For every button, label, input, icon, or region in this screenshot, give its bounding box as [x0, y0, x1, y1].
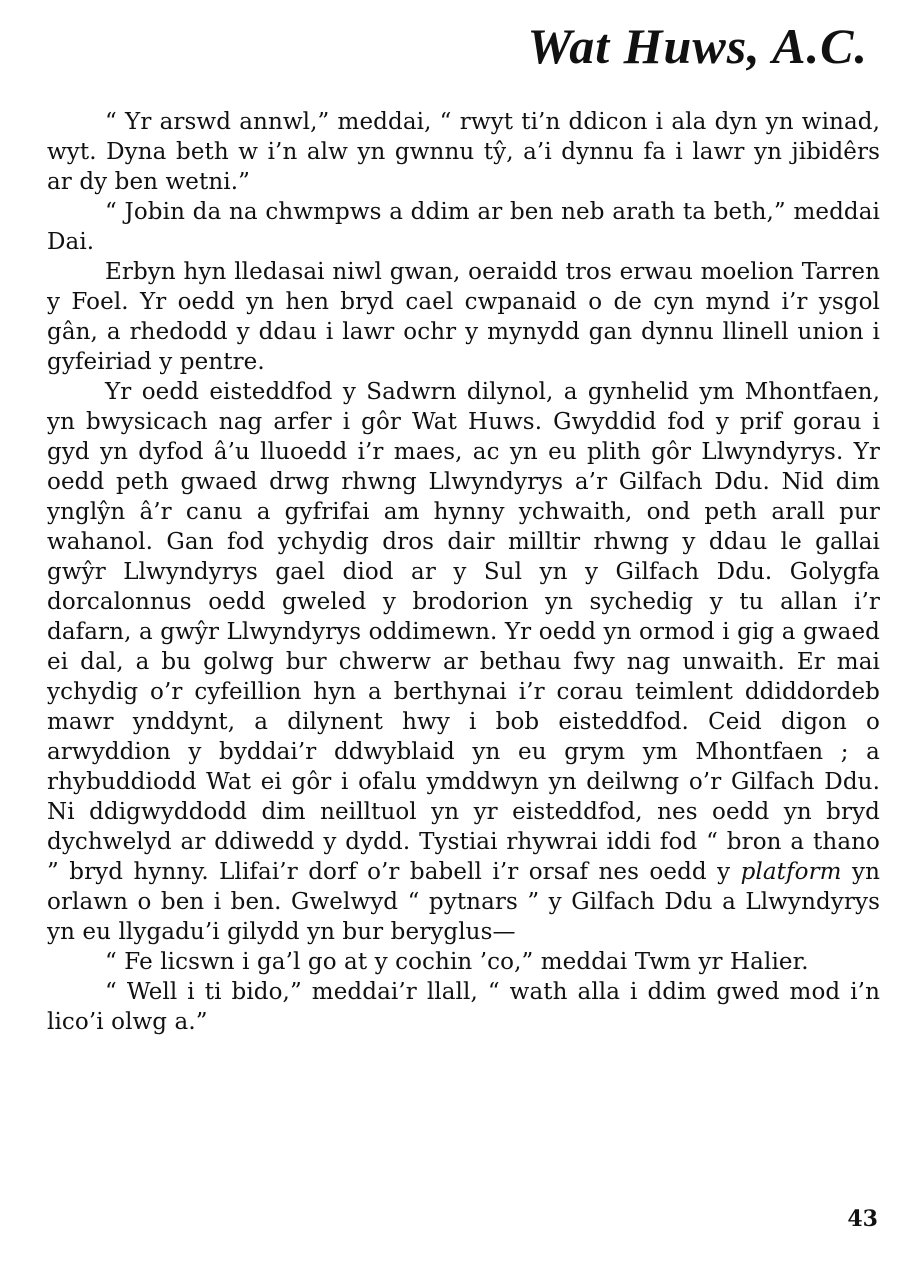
paragraph-2: “ Jobin da na chwmpws a ddim ar ben neb arath ta beth,” meddai Dai.	[47, 199, 880, 255]
paragraph-4-text-b: yn orlawn o ben i ben. Gwelwyd “ pytnars ” y Gilfach Ddu a Llwyndyrys yn eu llygadu’i gilydd yn bur beryglus—	[47, 859, 880, 945]
paragraph-4	[47, 377, 880, 947]
paragraph-1: “ Yr arswd annwl,” meddai, “ rwyt ti’n ddicon i ala dyn yn winad, wyt. Dyna beth w i’n alw yn gwnnu tŷ, a’i dynnu fa i lawr yn jibidêrs ar dy ben wetni.”	[47, 109, 880, 195]
page-number: 43	[847, 1206, 878, 1232]
running-head: Wat Huws, A.C.	[527, 18, 868, 74]
body-text	[47, 107, 880, 1037]
paragraph-5: “ Fe licswn i ga’l go at y cochin ’co,” meddai Twm yr Halier.	[105, 949, 809, 975]
paragraph-6: “ Well i ti bido,” meddai’r llall, “ wath alla i ddim gwed mod i’n lico’i olwg a.”	[47, 979, 880, 1035]
paragraph-4-text-a: Yr oedd eisteddfod y Sadwrn dilynol, a gynhelid ym Mhontfaen, yn bwysicach nag arfer i gôr Wat Huws. Gwyddid fod y prif gorau i gyd yn dyfod â’u lluoedd i’r maes, ac yn eu plith gôr Llwyndyrys. Yr oedd peth gwaed drwg rhwng Llwyndyrys a’r Gilfach Ddu. Nid dim ynglŷn â’r canu a gyfrifai am hynny ychwaith, ond peth arall pur wahanol. Gan fod ychydig dros dair milltir rhwng y ddau le gallai gwŷr Llwyndyrys gael diod ar y Sul yn y Gilfach Ddu. Golygfa dorcalonnus oedd gweled y brodorion yn sychedig y tu allan i’r dafarn, a gwŷr Llwyndyrys oddimewn. Yr oedd yn ormod i gig a gwaed ei dal, a bu golwg bur chwerw ar bethau fwy nag unwaith. Er mai ychydig o’r cyfeillion hyn a berthynai i’r corau teimlent ddiddordeb mawr ynddynt, a dilynent hwy i bob eisteddfod. Ceid digon o arwyddion y byddai’r ddwyblaid yn eu grym ym Mhontfaen ; a rhybuddiodd Wat ei gôr i ofalu ymddwyn yn deilwng o’r Gilfach Ddu. Ni ddigwyddodd dim neilltuol yn yr eisteddfod, nes oedd yn bryd dychwelyd ar ddiwedd y dydd. Tystiai rhywrai iddi fod “ bron a thano ” bryd hynny. Llifai’r dorf o’r babell i’r orsaf nes oedd y	[47, 379, 880, 885]
paragraph-4-italic-word: platform	[740, 859, 842, 885]
paragraph-3: Erbyn hyn lledasai niwl gwan, oeraidd tros erwau moelion Tarren y Foel. Yr oedd yn hen bryd cael cwpanaid o de cyn mynd i’r ysgol gân, a rhedodd y ddau i lawr ochr y mynydd gan dynnu llinell union i gyfeiriad y pentre.	[47, 259, 880, 375]
